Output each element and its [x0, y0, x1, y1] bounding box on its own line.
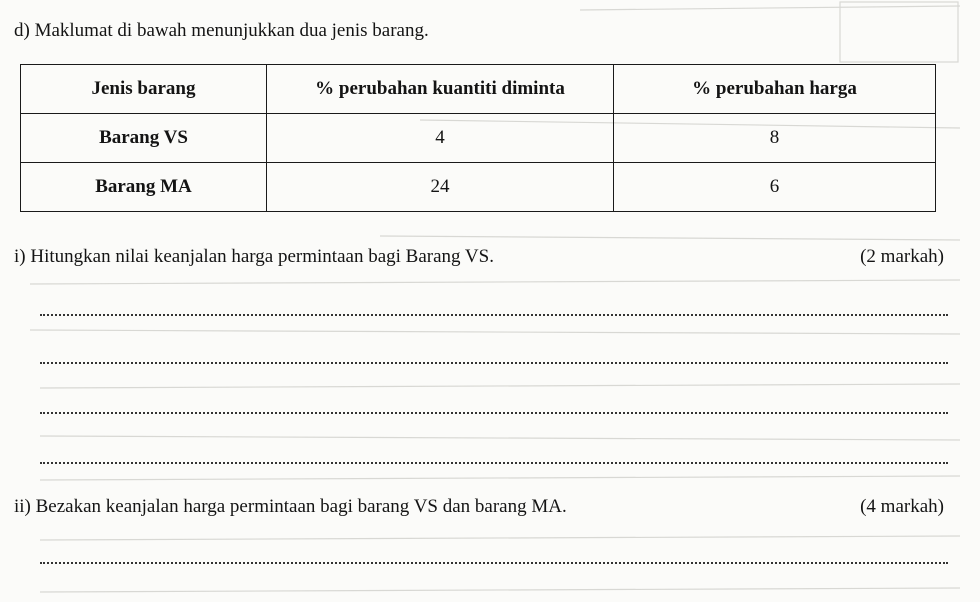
header-price-change: % perubahan harga — [614, 65, 936, 114]
marks-label: (2 markah) — [860, 246, 944, 267]
goods-name-cell: Barang VS — [21, 114, 267, 163]
question-ii — [14, 496, 944, 518]
question-i — [14, 246, 944, 268]
question-text: i) Hitungkan nilai keanjalan harga permintaan bagi Barang VS. — [14, 246, 494, 267]
quantity-change-cell: 4 — [267, 114, 614, 163]
table-header-row — [21, 65, 936, 114]
price-change-cell: 6 — [614, 163, 936, 212]
answer-line[interactable] — [40, 562, 948, 564]
answer-line[interactable] — [40, 314, 948, 316]
header-goods-type: Jenis barang — [21, 65, 267, 114]
answer-line[interactable] — [40, 412, 948, 414]
quantity-change-cell: 24 — [267, 163, 614, 212]
section-heading: d) Maklumat di bawah menunjukkan dua jenis barang. — [14, 20, 429, 41]
answer-line[interactable] — [40, 362, 948, 364]
table-row — [21, 163, 936, 212]
question-text: ii) Bezakan keanjalan harga permintaan bagi barang VS dan barang MA. — [14, 496, 567, 517]
price-change-cell: 8 — [614, 114, 936, 163]
goods-name-cell: Barang MA — [21, 163, 267, 212]
header-quantity-change: % perubahan kuantiti diminta — [267, 65, 614, 114]
marks-label: (4 markah) — [860, 496, 944, 517]
answer-line[interactable] — [40, 462, 948, 464]
table-row — [21, 114, 936, 163]
goods-table — [20, 64, 936, 212]
